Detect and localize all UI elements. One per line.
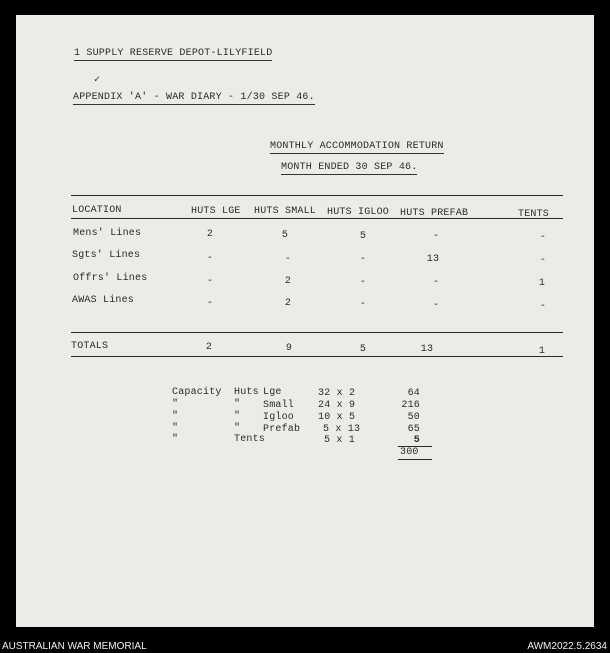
capacity-label: ": [172, 434, 179, 445]
capacity-label: Capacity: [172, 387, 222, 398]
table-cell: 2: [284, 276, 292, 287]
table-cell: 2: [284, 298, 292, 309]
table-row-location: Sgts' Lines: [72, 250, 141, 261]
header-rule: [71, 218, 563, 219]
table-cell: -: [206, 298, 214, 309]
table-row-location: Mens' Lines: [73, 228, 142, 239]
header-tents: TENTS: [518, 209, 550, 220]
totals-top-rule: [71, 332, 563, 333]
table-cell: -: [206, 276, 214, 287]
table-cell: -: [432, 277, 440, 288]
capacity-size: Small: [263, 400, 295, 411]
capacity-size: Prefab: [263, 424, 301, 435]
totals-cell: 13: [420, 344, 434, 355]
totals-cell: 1: [538, 346, 546, 357]
capacity-calc: 10 x 5: [318, 412, 356, 423]
appendix-heading: APPENDIX 'A' - WAR DIARY - 1/30 SEP 46.: [73, 92, 315, 103]
capacity-type: ": [234, 423, 241, 434]
totals-cell: 9: [285, 343, 293, 354]
capacity-label: ": [172, 399, 179, 410]
capacity-size: Igloo: [263, 412, 295, 423]
capacity-value: 50: [407, 412, 420, 423]
header-huts-prefab: HUTS PREFAB: [400, 208, 469, 219]
table-cell: -: [432, 231, 440, 242]
document-page: [16, 15, 594, 627]
capacity-type: Tents: [234, 434, 266, 445]
table-row-location: Offrs' Lines: [73, 273, 148, 284]
totals-cell: 2: [205, 342, 213, 353]
header-location: LOCATION: [72, 205, 122, 216]
capacity-type: ": [234, 411, 241, 422]
table-cell: -: [359, 299, 367, 310]
capacity-size: Lge: [263, 387, 282, 398]
table-cell: 5: [359, 231, 367, 242]
capacity-calc: 32 x 2: [318, 388, 356, 399]
table-cell: -: [539, 232, 547, 243]
header-huts-small: HUTS SMALL: [254, 206, 317, 217]
unit-heading: 1 SUPPLY RESERVE DEPOT-LILYFIELD: [74, 48, 273, 59]
table-row-location: AWAS Lines: [72, 295, 135, 306]
footer-institution: AUSTRALIAN WAR MEMORIAL: [2, 641, 147, 652]
capacity-label: ": [172, 411, 179, 422]
totals-bottom-rule: [71, 356, 563, 357]
capacity-calc: 5 x 13: [323, 424, 361, 435]
table-cell: 1: [538, 278, 546, 289]
table-cell: -: [539, 301, 547, 312]
capacity-value: 216: [401, 400, 420, 411]
header-huts-lge: HUTS LGE: [191, 206, 241, 217]
table-cell: -: [432, 300, 440, 311]
table-cell: 2: [206, 229, 214, 240]
table-cell: -: [206, 253, 214, 264]
capacity-label: ": [172, 423, 179, 434]
capacity-value: 64: [407, 388, 420, 399]
table-cell: -: [284, 254, 292, 265]
totals-cell: 5: [359, 344, 367, 355]
capacity-calc: 5 x 1: [324, 435, 356, 446]
totals-label: TOTALS: [71, 341, 109, 352]
capacity-value: 5: [413, 435, 420, 446]
capacity-value: 65: [407, 424, 420, 435]
table-cell: -: [539, 255, 547, 266]
table-cell: -: [359, 277, 367, 288]
month-ended: MONTH ENDED 30 SEP 46.: [281, 162, 418, 173]
capacity-total: 300: [400, 447, 419, 458]
return-title: MONTHLY ACCOMMODATION RETURN: [270, 141, 444, 152]
table-cell: -: [359, 254, 367, 265]
table-cell: 13: [426, 254, 440, 265]
header-huts-igloo: HUTS IGLOO: [327, 207, 390, 218]
capacity-type: Huts: [234, 387, 259, 398]
footer-accession-number: AWM2022.5.2634: [527, 641, 607, 652]
capacity-sum-rule-bottom: [398, 459, 432, 460]
capacity-calc: 24 x 9: [318, 400, 356, 411]
capacity-type: ": [234, 399, 241, 410]
table-cell: 5: [281, 230, 289, 241]
tick-mark: ✓: [94, 75, 101, 86]
table-top-rule: [71, 195, 563, 196]
